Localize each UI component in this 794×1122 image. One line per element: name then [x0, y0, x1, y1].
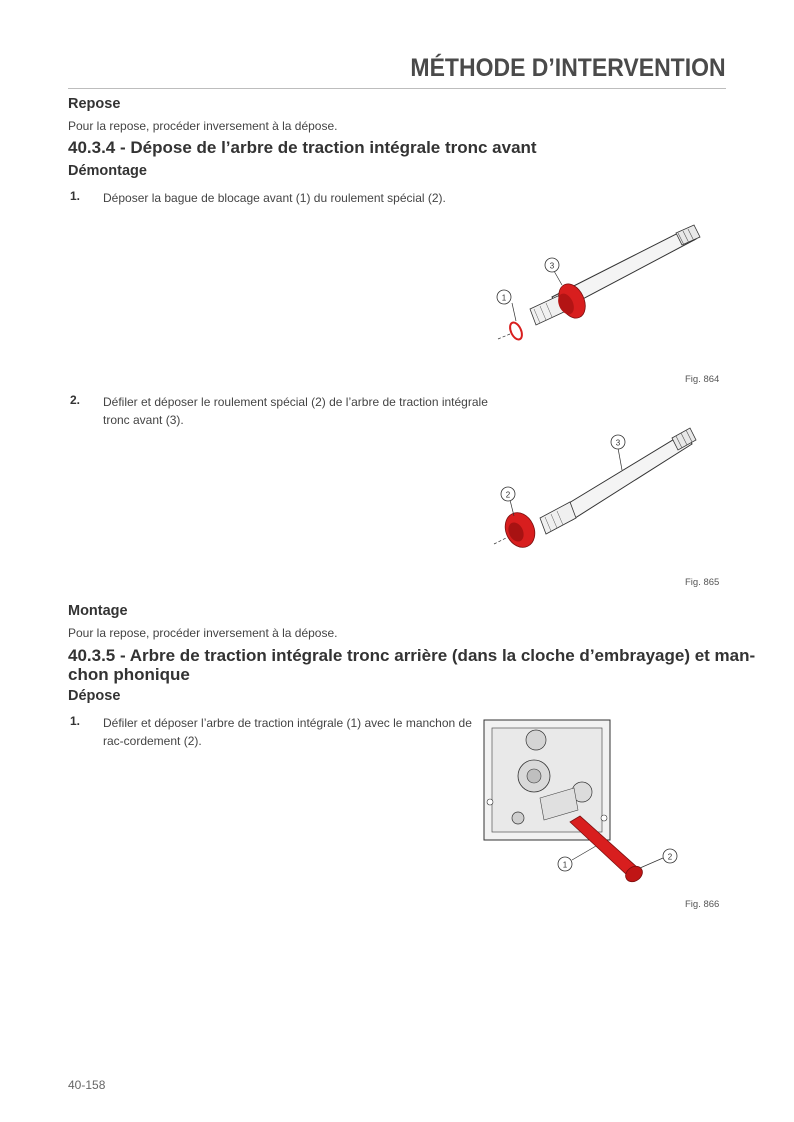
step-number: 1. — [70, 189, 81, 203]
callout-3 — [545, 258, 562, 285]
step-number: 2. — [70, 393, 81, 407]
svg-text:2: 2 — [505, 490, 511, 500]
step-text: Déposer la bague de blocage avant (1) du roulement spécial (2). — [103, 191, 446, 205]
svg-text:3: 3 — [549, 261, 555, 271]
callout-2 — [501, 487, 515, 516]
figure-label: Fig. 866 — [685, 899, 720, 910]
page-header-title: MÉTHODE D’INTERVENTION — [410, 54, 726, 82]
step-text: Défiler et déposer le roulement spécial (2) de l’arbre de traction intégrale tronc avant (3). — [103, 395, 488, 427]
callout-1 — [497, 290, 516, 321]
section-title-40-3-4: 40.3.4 - Dépose de l’arbre de traction intégrale tronc avant — [68, 138, 537, 157]
figure-866-housing-illustration — [478, 718, 718, 888]
shaft-drawing — [530, 225, 700, 325]
header-divider — [68, 88, 726, 89]
locking-ring — [498, 321, 524, 342]
step-number: 1. — [70, 714, 81, 728]
callout-1 — [558, 846, 596, 871]
figure-865-shaft-illustration — [490, 420, 720, 560]
bearing-highlight — [494, 508, 540, 552]
callout-3 — [611, 435, 625, 470]
figure-864-shaft-illustration — [490, 215, 720, 355]
svg-text:1: 1 — [562, 860, 568, 870]
svg-text:3: 3 — [615, 438, 621, 448]
step-text: Défiler et déposer l’arbre de traction intégrale (1) avec le manchon de rac-cordement (2). — [103, 716, 472, 748]
housing-drawing — [484, 720, 610, 840]
demontage-heading: Démontage — [68, 163, 147, 179]
montage-text: Pour la repose, procéder inversement à la dépose. — [68, 626, 338, 640]
figure-label: Fig. 865 — [685, 577, 720, 588]
page-number: 40-158 — [68, 1078, 106, 1092]
repose-heading: Repose — [68, 96, 121, 112]
section-title-40-3-5: 40.3.5 - Arbre de traction intégrale tronc arrière (dans la cloche d’embrayage) et man- — [68, 646, 756, 665]
montage-heading: Montage — [68, 603, 128, 619]
svg-text:1: 1 — [501, 293, 507, 303]
figure-label: Fig. 864 — [685, 374, 720, 385]
repose-text: Pour la repose, procéder inversement à la dépose. — [68, 119, 338, 133]
section-title-40-3-5-cont: chon phonique — [68, 665, 190, 684]
svg-text:2: 2 — [667, 852, 673, 862]
depose-heading: Dépose — [68, 688, 121, 704]
callout-2 — [640, 849, 677, 868]
